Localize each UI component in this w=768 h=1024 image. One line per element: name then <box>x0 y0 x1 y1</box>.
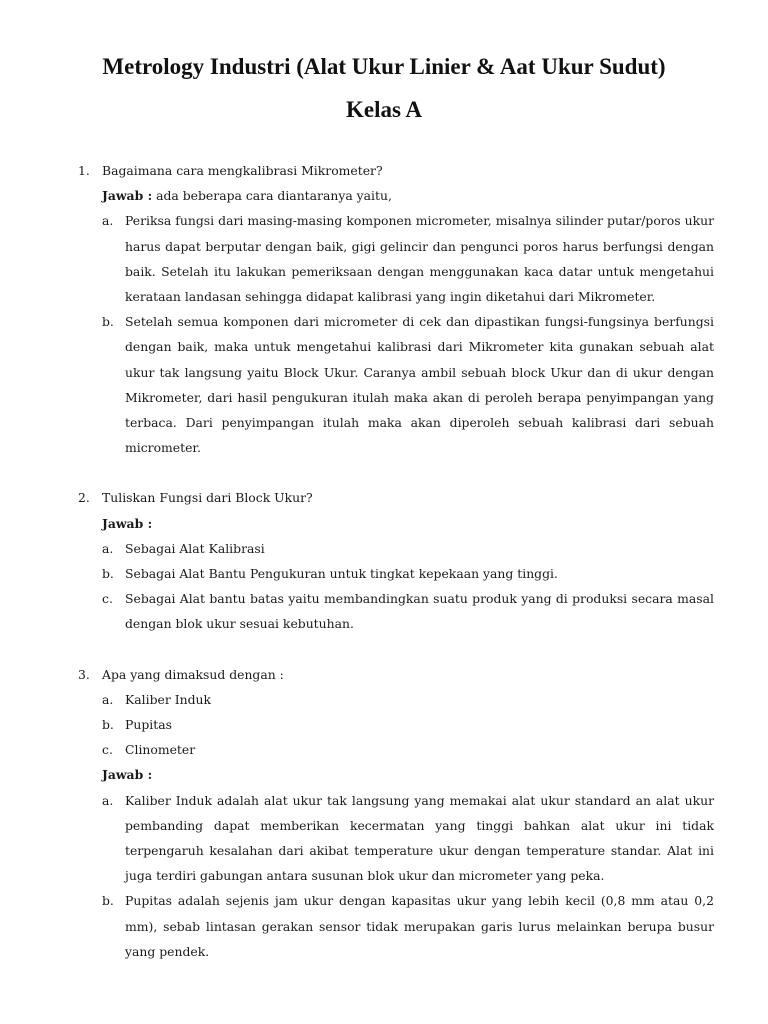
list-item-label: c. <box>102 591 113 607</box>
jawab-label: Jawab : <box>102 515 153 531</box>
list-item-text: Pupitas <box>125 717 172 733</box>
list-item <box>78 536 714 561</box>
sub-question <box>78 737 714 762</box>
list-item-label: c. <box>102 742 113 758</box>
list-item <box>78 586 714 636</box>
answer-intro-text: ada beberapa cara diantaranya yaitu, <box>156 188 392 204</box>
question-2 <box>78 485 714 510</box>
question-number: 1. <box>78 163 90 178</box>
list-item-label: b. <box>102 566 114 582</box>
list-item-label: b. <box>102 314 114 330</box>
question-1 <box>78 158 714 183</box>
document-body <box>78 158 714 964</box>
answer-intro <box>78 511 714 536</box>
list-item <box>78 561 714 586</box>
question-text: Bagaimana cara mengkalibrasi Mikrometer? <box>102 163 383 178</box>
list-item-text: Pupitas adalah sejenis jam ukur dengan kapasitas ukur yang lebih kecil (0,8 mm atau 0,2 mm), sebab lintasan gerakan sensor tidak merupakan garis lurus melainkan berupa busur yang pendek. <box>125 893 714 959</box>
spacer <box>78 460 714 485</box>
answer-intro <box>78 762 714 787</box>
list-item-text: Kaliber Induk <box>125 691 211 707</box>
list-item-text: Periksa fungsi dari masing-masing komponen micrometer, misalnya silinder putar/poros ukur harus dapat berputar dengan baik, gigi gelincir dan pengunci poros harus berfungsi dengan baik. Setelah itu lakukan pemeriksaan dengan menggunakan kaca datar untuk mengetahui kerataan landasan sehingga didapat kalibrasi yang ingin diketahui dari Mikrometer. <box>125 213 714 305</box>
list-item-text: Setelah semua komponen dari micrometer di cek dan dipastikan fungsi-fungsinya berfungsi dengan baik, maka untuk mengetahui kalibrasi dari Mikrometer kita gunakan sebuah alat ukur tak langsung yaitu Block Ukur. Caranya ambil sebuah block Ukur dan di ukur dengan Mikrometer, dari hasil pengukuran itulah maka akan di peroleh berapa penyimpangan yang terbaca. Dari penyimpangan itulah maka akan diperoleh sebuah kalibrasi dari sebuah micrometer. <box>125 314 714 456</box>
question-text: Tuliskan Fungsi dari Block Ukur? <box>102 490 313 506</box>
list-item <box>78 888 714 964</box>
list-item <box>78 309 714 460</box>
jawab-label: Jawab : <box>102 188 153 204</box>
list-item-label: b. <box>102 717 114 733</box>
list-item-label: a. <box>102 540 114 556</box>
list-item-label: b. <box>102 893 114 909</box>
sub-question <box>78 712 714 737</box>
list-item-text: Clinometer <box>125 742 196 758</box>
list-item-text: Sebagai Alat Bantu Pengukuran untuk tingkat kepekaan yang tinggi. <box>125 566 558 582</box>
list-item <box>78 208 714 309</box>
list-item <box>78 788 714 889</box>
document-title: Metrology Industri (Alat Ukur Linier & Aat Ukur Sudut) <box>102 54 666 79</box>
answer-intro <box>78 183 714 208</box>
sub-question <box>78 687 714 712</box>
document-subtitle: Kelas A <box>345 97 423 122</box>
question-number: 2. <box>78 490 90 506</box>
question-number: 3. <box>78 666 90 682</box>
list-item-text: Sebagai Alat bantu batas yaitu membandingkan suatu produk yang di produksi secara masal dengan blok ukur sesuai kebutuhan. <box>125 591 714 632</box>
question-3 <box>78 662 714 687</box>
list-item-label: a. <box>102 792 114 808</box>
spacer <box>78 637 714 662</box>
list-item-label: a. <box>102 691 114 707</box>
list-item-text: Kaliber Induk adalah alat ukur tak langsung yang memakai alat ukur standard an alat ukur pembanding dapat memberikan kecermatan yang tinggi bahkan alat ukur ini tidak terpengaruh kesalahan dari akibat temperature ukur dengan temperature standar. Alat ini juga terdiri gabungan antara susunan blok ukur dan micrometer yang peka. <box>125 792 714 884</box>
jawab-label: Jawab : <box>102 767 153 783</box>
list-item-text: Sebagai Alat Kalibrasi <box>125 540 265 556</box>
question-text: Apa yang dimaksud dengan : <box>102 666 284 682</box>
list-item-label: a. <box>102 213 114 229</box>
